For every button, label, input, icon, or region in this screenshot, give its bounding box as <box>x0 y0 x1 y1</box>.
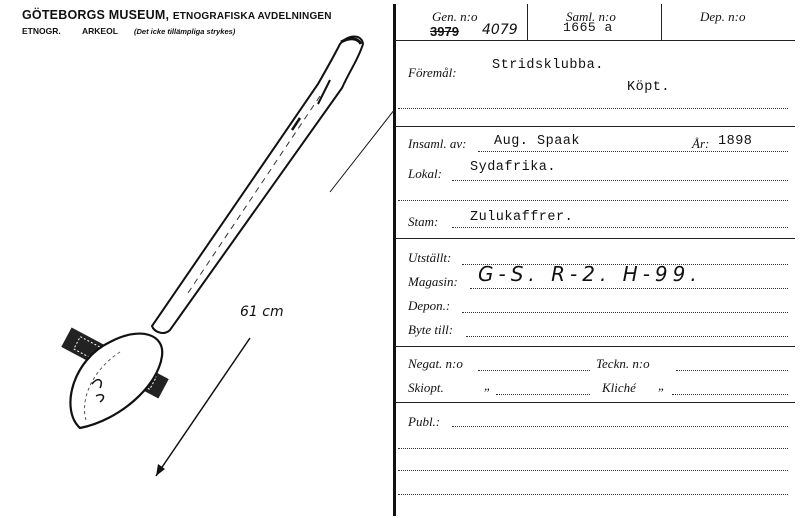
rule-1 <box>395 126 795 127</box>
rule-3 <box>395 346 795 347</box>
insaml-dotted-line <box>478 151 788 152</box>
foremal-dotted-line <box>398 108 788 109</box>
byte-dotted-line <box>466 336 788 337</box>
saml-label: Saml. n:o <box>566 9 616 24</box>
magasin-dotted-line <box>470 288 788 289</box>
measurement-label: 61 cm <box>240 304 284 320</box>
kopt-value: Köpt. <box>627 80 671 95</box>
rule-4 <box>395 402 795 403</box>
dep-label: Dep. n:o <box>700 9 746 24</box>
lokal-dotted-line-2 <box>398 200 788 201</box>
depon-dotted-line <box>462 312 788 313</box>
foremal-value: Stridsklubba. <box>492 58 604 73</box>
publ-label: Publ.: <box>408 414 441 429</box>
foremal-label: Föremål: <box>408 65 457 80</box>
top-row-rule <box>395 40 795 41</box>
gen-old-number: 3979 <box>430 24 459 39</box>
stam-dotted-line <box>452 227 788 228</box>
department-name: ETNOGRAFISKA AVDELNINGEN <box>172 11 332 22</box>
publ-dotted-line-2 <box>398 448 788 449</box>
byte-label: Byte till: <box>408 322 454 337</box>
kliche-label: Kliché <box>602 380 636 395</box>
publ-dotted-line-3 <box>398 470 788 471</box>
publ-dotted-line-1 <box>452 426 788 427</box>
skiopt-dotted-line <box>496 394 590 395</box>
ar-label: År: <box>692 136 710 151</box>
lokal-dotted-line <box>452 180 788 181</box>
box-divider-1 <box>527 4 528 40</box>
skiopt-label: Skiopt. <box>408 380 444 395</box>
strike-note: (Det icke tillämpliga strykes) <box>134 27 236 36</box>
kliche-ditto-mark: „ <box>658 378 666 393</box>
insaml-value: Aug. Spaak <box>494 134 581 149</box>
kliche-dotted-line <box>672 394 788 395</box>
magasin-value: G-S. R-2. H-99. <box>478 262 702 286</box>
card-left-border <box>393 4 396 516</box>
utstallt-label: Utställt: <box>408 250 452 265</box>
etnogr-label: ETNOGR. <box>22 26 61 36</box>
saml-value: 1665 a <box>563 20 613 35</box>
museum-name: GÖTEBORGS MUSEUM, <box>22 8 170 22</box>
insaml-label: Insaml. av: <box>408 136 467 151</box>
stam-value: Zulukaffrer. <box>470 210 574 225</box>
lokal-value: Sydafrika. <box>470 160 557 175</box>
magasin-label: Magasin: <box>408 274 458 289</box>
gen-new-number: 4079 <box>482 22 518 38</box>
teckn-dotted-line <box>676 370 788 371</box>
skiopt-ditto-mark: „ <box>484 378 492 393</box>
arkeol-label: ARKEOL <box>82 26 118 36</box>
rule-2 <box>395 238 795 239</box>
gen-label: Gen. n:o <box>432 9 478 24</box>
stam-label: Stam: <box>408 214 439 229</box>
club-drawing <box>0 0 395 518</box>
lokal-label: Lokal: <box>408 166 442 181</box>
publ-dotted-line-4 <box>398 494 788 495</box>
box-divider-2 <box>661 4 662 40</box>
depon-label: Depon.: <box>408 298 451 313</box>
teckn-label: Teckn. n:o <box>596 356 650 371</box>
ar-value: 1898 <box>718 134 753 149</box>
negat-dotted-line <box>478 370 590 371</box>
negat-label: Negat. n:o <box>408 356 463 371</box>
